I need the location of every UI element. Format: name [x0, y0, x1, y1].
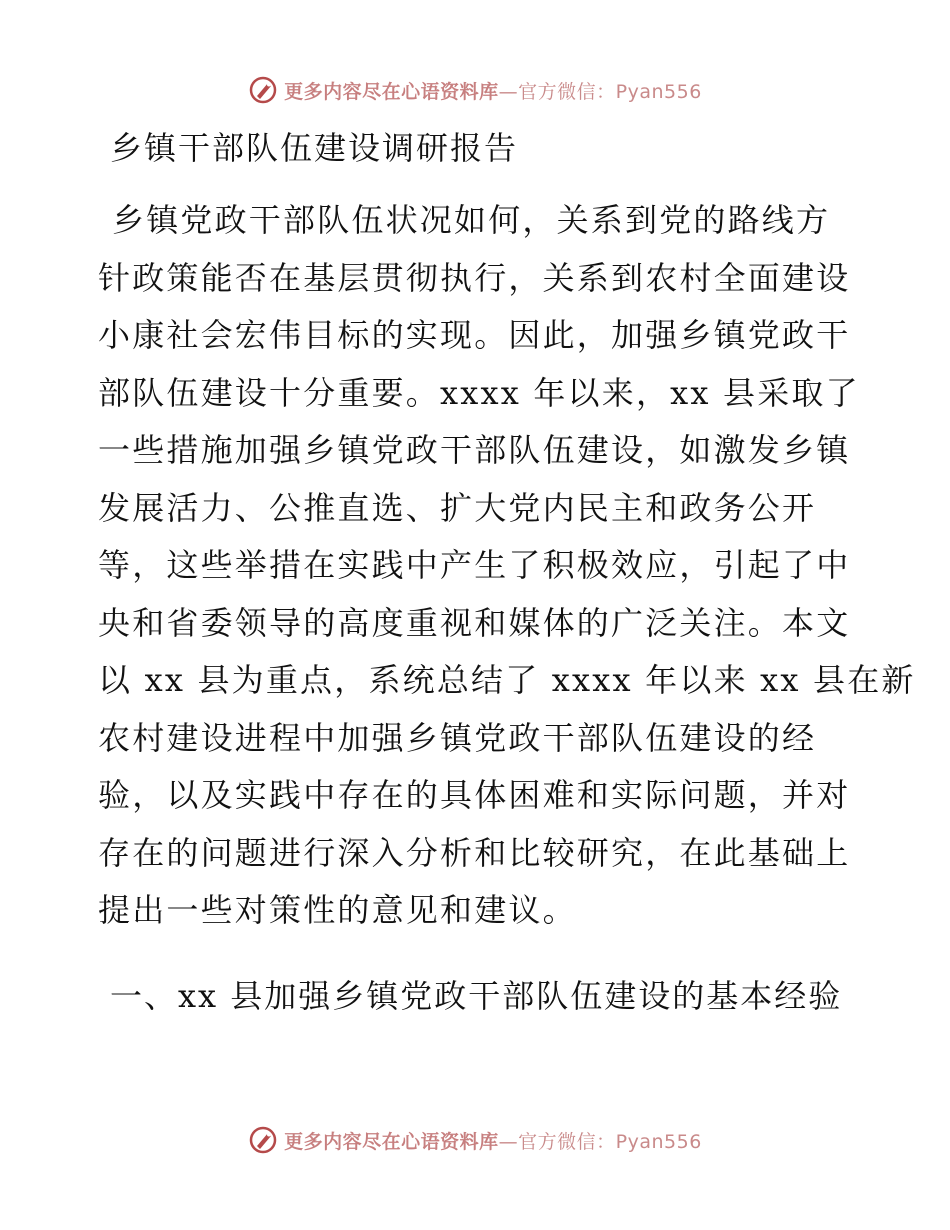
paragraph-line: 发展活力、公推直选、扩大党内民主和政务公开	[98, 488, 817, 527]
watermark-header	[0, 70, 950, 110]
watermark-footer	[0, 1120, 950, 1160]
watermark-main: 更多内容尽在心语资料库	[284, 80, 499, 103]
watermark-main: 更多内容尽在心语资料库	[284, 1130, 499, 1153]
paragraph-line: 农村建设进程中加强乡镇党政干部队伍建设的经	[98, 718, 817, 757]
document-title: 乡镇干部队伍建设调研报告	[110, 129, 519, 167]
paragraph-line: 央和省委领导的高度重视和媒体的广泛关注。本文	[98, 603, 851, 642]
paragraph-line: 存在的问题进行深入分析和比较研究，在此基础上	[98, 833, 851, 872]
watermark-sub: 官方微信：Pyan556	[518, 80, 702, 103]
pen-logo-icon	[248, 1125, 278, 1155]
body-paragraph	[98, 192, 916, 940]
paragraph-line: 等，这些举措在实践中产生了积极效应，引起了中	[98, 546, 851, 584]
watermark-text	[284, 77, 702, 104]
paragraph-line: 验，以及实践中存在的具体困难和实际问题，并对	[98, 776, 851, 814]
paragraph-line: 一些措施加强乡镇党政干部队伍建设，如激发乡镇	[98, 431, 851, 469]
watermark-text	[284, 1127, 702, 1154]
watermark-sub: 官方微信：Pyan556	[518, 1130, 702, 1153]
paragraph-line: 以 xx 县为重点，系统总结了 xxxx 年以来 xx 县在新	[98, 661, 916, 699]
paragraph-line: 针政策能否在基层贯彻执行，关系到农村全面建设	[98, 258, 851, 297]
paragraph-line: 乡镇党政干部队伍状况如何，关系到党的路线方	[112, 201, 831, 239]
watermark-separator: —	[498, 1130, 519, 1153]
pen-logo-icon	[248, 75, 278, 105]
paragraph-line: 小康社会宏伟目标的实现。因此，加强乡镇党政干	[98, 316, 851, 354]
section-heading: 一、xx 县加强乡镇党政干部队伍建设的基本经验	[110, 977, 843, 1015]
watermark-separator: —	[498, 80, 519, 103]
paragraph-line: 提出一些对策性的意见和建议。	[98, 891, 577, 929]
paragraph-line: 部队伍建设十分重要。xxxx 年以来，xx 县采取了	[98, 373, 860, 412]
